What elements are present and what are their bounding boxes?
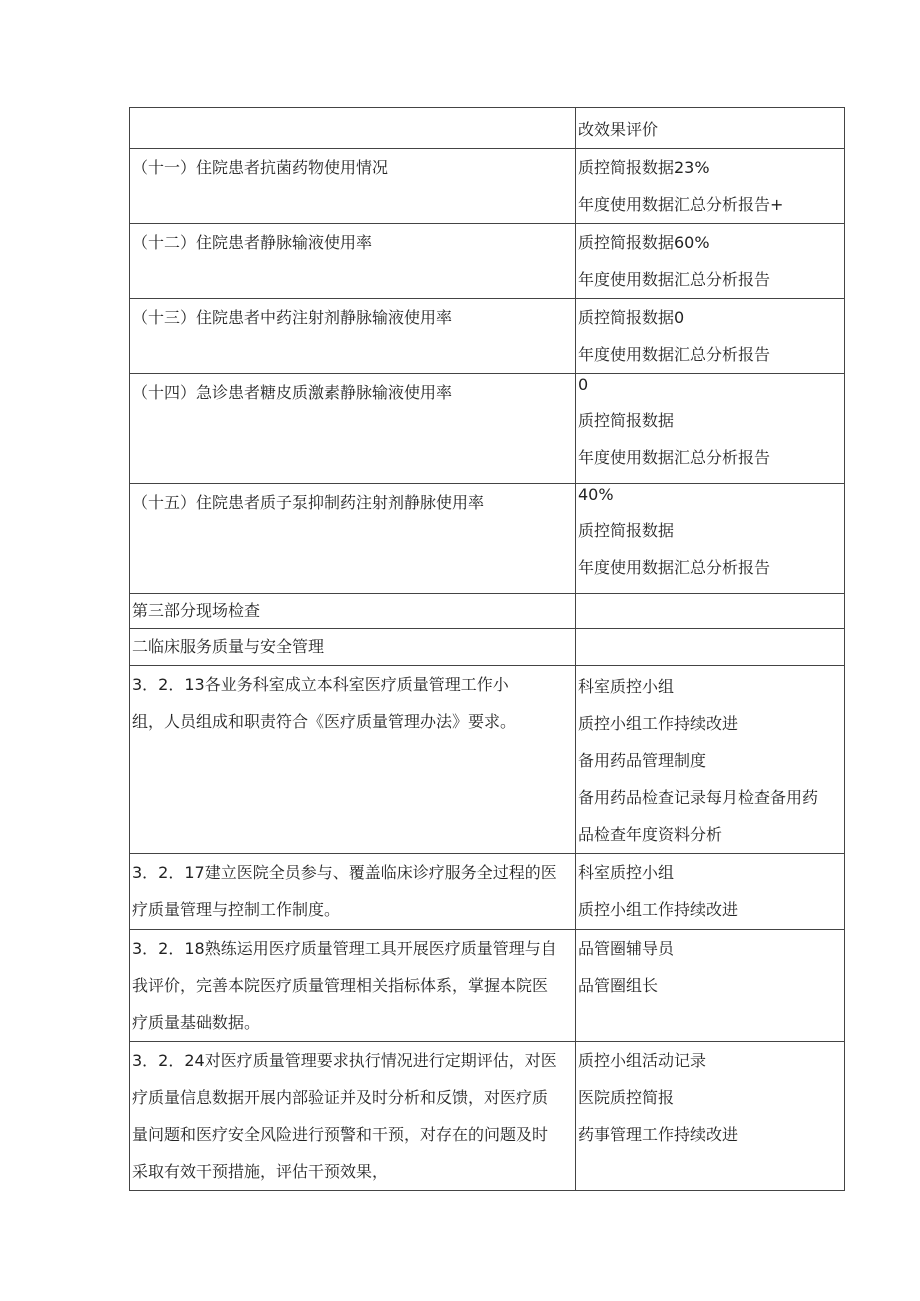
table-cell-right [576,854,845,930]
cell-text: 药事管理工作持续改进 [578,1125,739,1144]
cell-text: 年度使用数据汇总分析报告 [578,270,771,289]
cell-text: 我评价，完善本院医疗质量管理相关指标体系，掌握本院医 [132,976,549,995]
cell-text: 品管圈组长 [578,976,659,995]
cell-text: 科室质控小组 [578,863,675,882]
table-cell-right [576,594,845,629]
table-row [130,629,845,666]
table-cell-right [576,374,845,484]
cell-text: （十二）住院患者静脉输液使用率 [132,233,373,252]
table-cell-left [130,149,576,224]
table-cell-right [576,149,845,224]
table-cell-left [130,484,576,594]
cell-text: 疗质量信息数据开展内部验证并及时分析和反馈，对医疗质 [132,1088,549,1107]
cell-text: 质控简报数据0 [578,308,685,327]
table-cell-left [130,299,576,374]
cell-text: 年度使用数据汇总分析报告+ [578,195,784,214]
table-cell-right [576,299,845,374]
subsection-heading: 二临床服务质量与安全管理 [132,637,325,656]
requirements-table [129,107,845,1191]
cell-text: 医院质控简报 [578,1088,675,1107]
cell-text: （十三）住院患者中药注射剂静脉输液使用率 [132,308,453,327]
table-cell-right [576,484,845,594]
table-cell-right [576,629,845,666]
table-row [130,149,845,224]
cell-text: 品检查年度资料分析 [578,825,723,844]
cell-text: 年度使用数据汇总分析报告 [578,345,771,364]
table-cell-right [576,108,845,149]
table-row [130,594,845,629]
table-cell-left [130,108,576,149]
table-row [130,374,845,484]
cell-text: （十四）急诊患者糖皮质激素静脉输液使用率 [132,383,453,402]
table-cell-left [130,629,576,666]
cell-text: 0 [578,375,589,394]
cell-text: 年度使用数据汇总分析报告 [578,558,771,577]
cell-text: 组，人员组成和职责符合《医疗质量管理办法》要求。 [132,712,517,731]
table-cell-right [576,1042,845,1191]
table-row [130,108,845,149]
cell-text: 改效果评价 [578,120,659,139]
cell-text: 质控小组工作持续改进 [578,714,739,733]
cell-text: 科室质控小组 [578,677,675,696]
table-cell-left [130,930,576,1042]
cell-text: 质控简报数据60% [578,233,710,252]
cell-text: 质控简报数据 [578,411,675,430]
table-row [130,1042,845,1191]
cell-text: （十五）住院患者质子泵抑制药注射剂静脉使用率 [132,493,485,512]
table-cell-left [130,374,576,484]
cell-text: 量问题和医疗安全风险进行预警和干预，对存在的问题及时 [132,1125,549,1144]
table-cell-left [130,224,576,299]
cell-text: 疗质量管理与控制工作制度。 [132,900,341,919]
cell-text: 3．2．24对医疗质量管理要求执行情况进行定期评估，对医 [132,1051,557,1070]
table-cell-right [576,666,845,854]
table-row [130,224,845,299]
table-row [130,854,845,930]
cell-text: 质控小组活动记录 [578,1051,707,1070]
table-cell-left [130,594,576,629]
section-heading: 第三部分现场检查 [132,601,261,620]
cell-text: 采取有效干预措施，评估干预效果， [132,1162,389,1181]
cell-text: 备用药品管理制度 [578,751,707,770]
cell-text: 3．2．18熟练运用医疗质量管理工具开展医疗质量管理与自 [132,939,557,958]
cell-text: 备用药品检查记录每月检查备用药 [578,788,819,807]
table-row [130,666,845,854]
cell-text: 3．2．17建立医院全员参与、覆盖临床诊疗服务全过程的医 [132,863,557,882]
table-row [130,299,845,374]
cell-text: 3．2．13各业务科室成立本科室医疗质量管理工作小 [132,675,509,694]
table-cell-right [576,224,845,299]
cell-text: 质控小组工作持续改进 [578,900,739,919]
table-row [130,484,845,594]
table-cell-left [130,854,576,930]
cell-text: 品管圈辅导员 [578,939,675,958]
cell-text: 年度使用数据汇总分析报告 [578,448,771,467]
table-cell-left [130,666,576,854]
table-cell-left [130,1042,576,1191]
table-row [130,930,845,1042]
cell-text: 40% [578,485,614,504]
cell-text: 质控简报数据 [578,521,675,540]
cell-text: 疗质量基础数据。 [132,1013,261,1032]
cell-text: 质控简报数据23% [578,158,710,177]
cell-text: （十一）住院患者抗菌药物使用情况 [132,158,389,177]
table-cell-right [576,930,845,1042]
